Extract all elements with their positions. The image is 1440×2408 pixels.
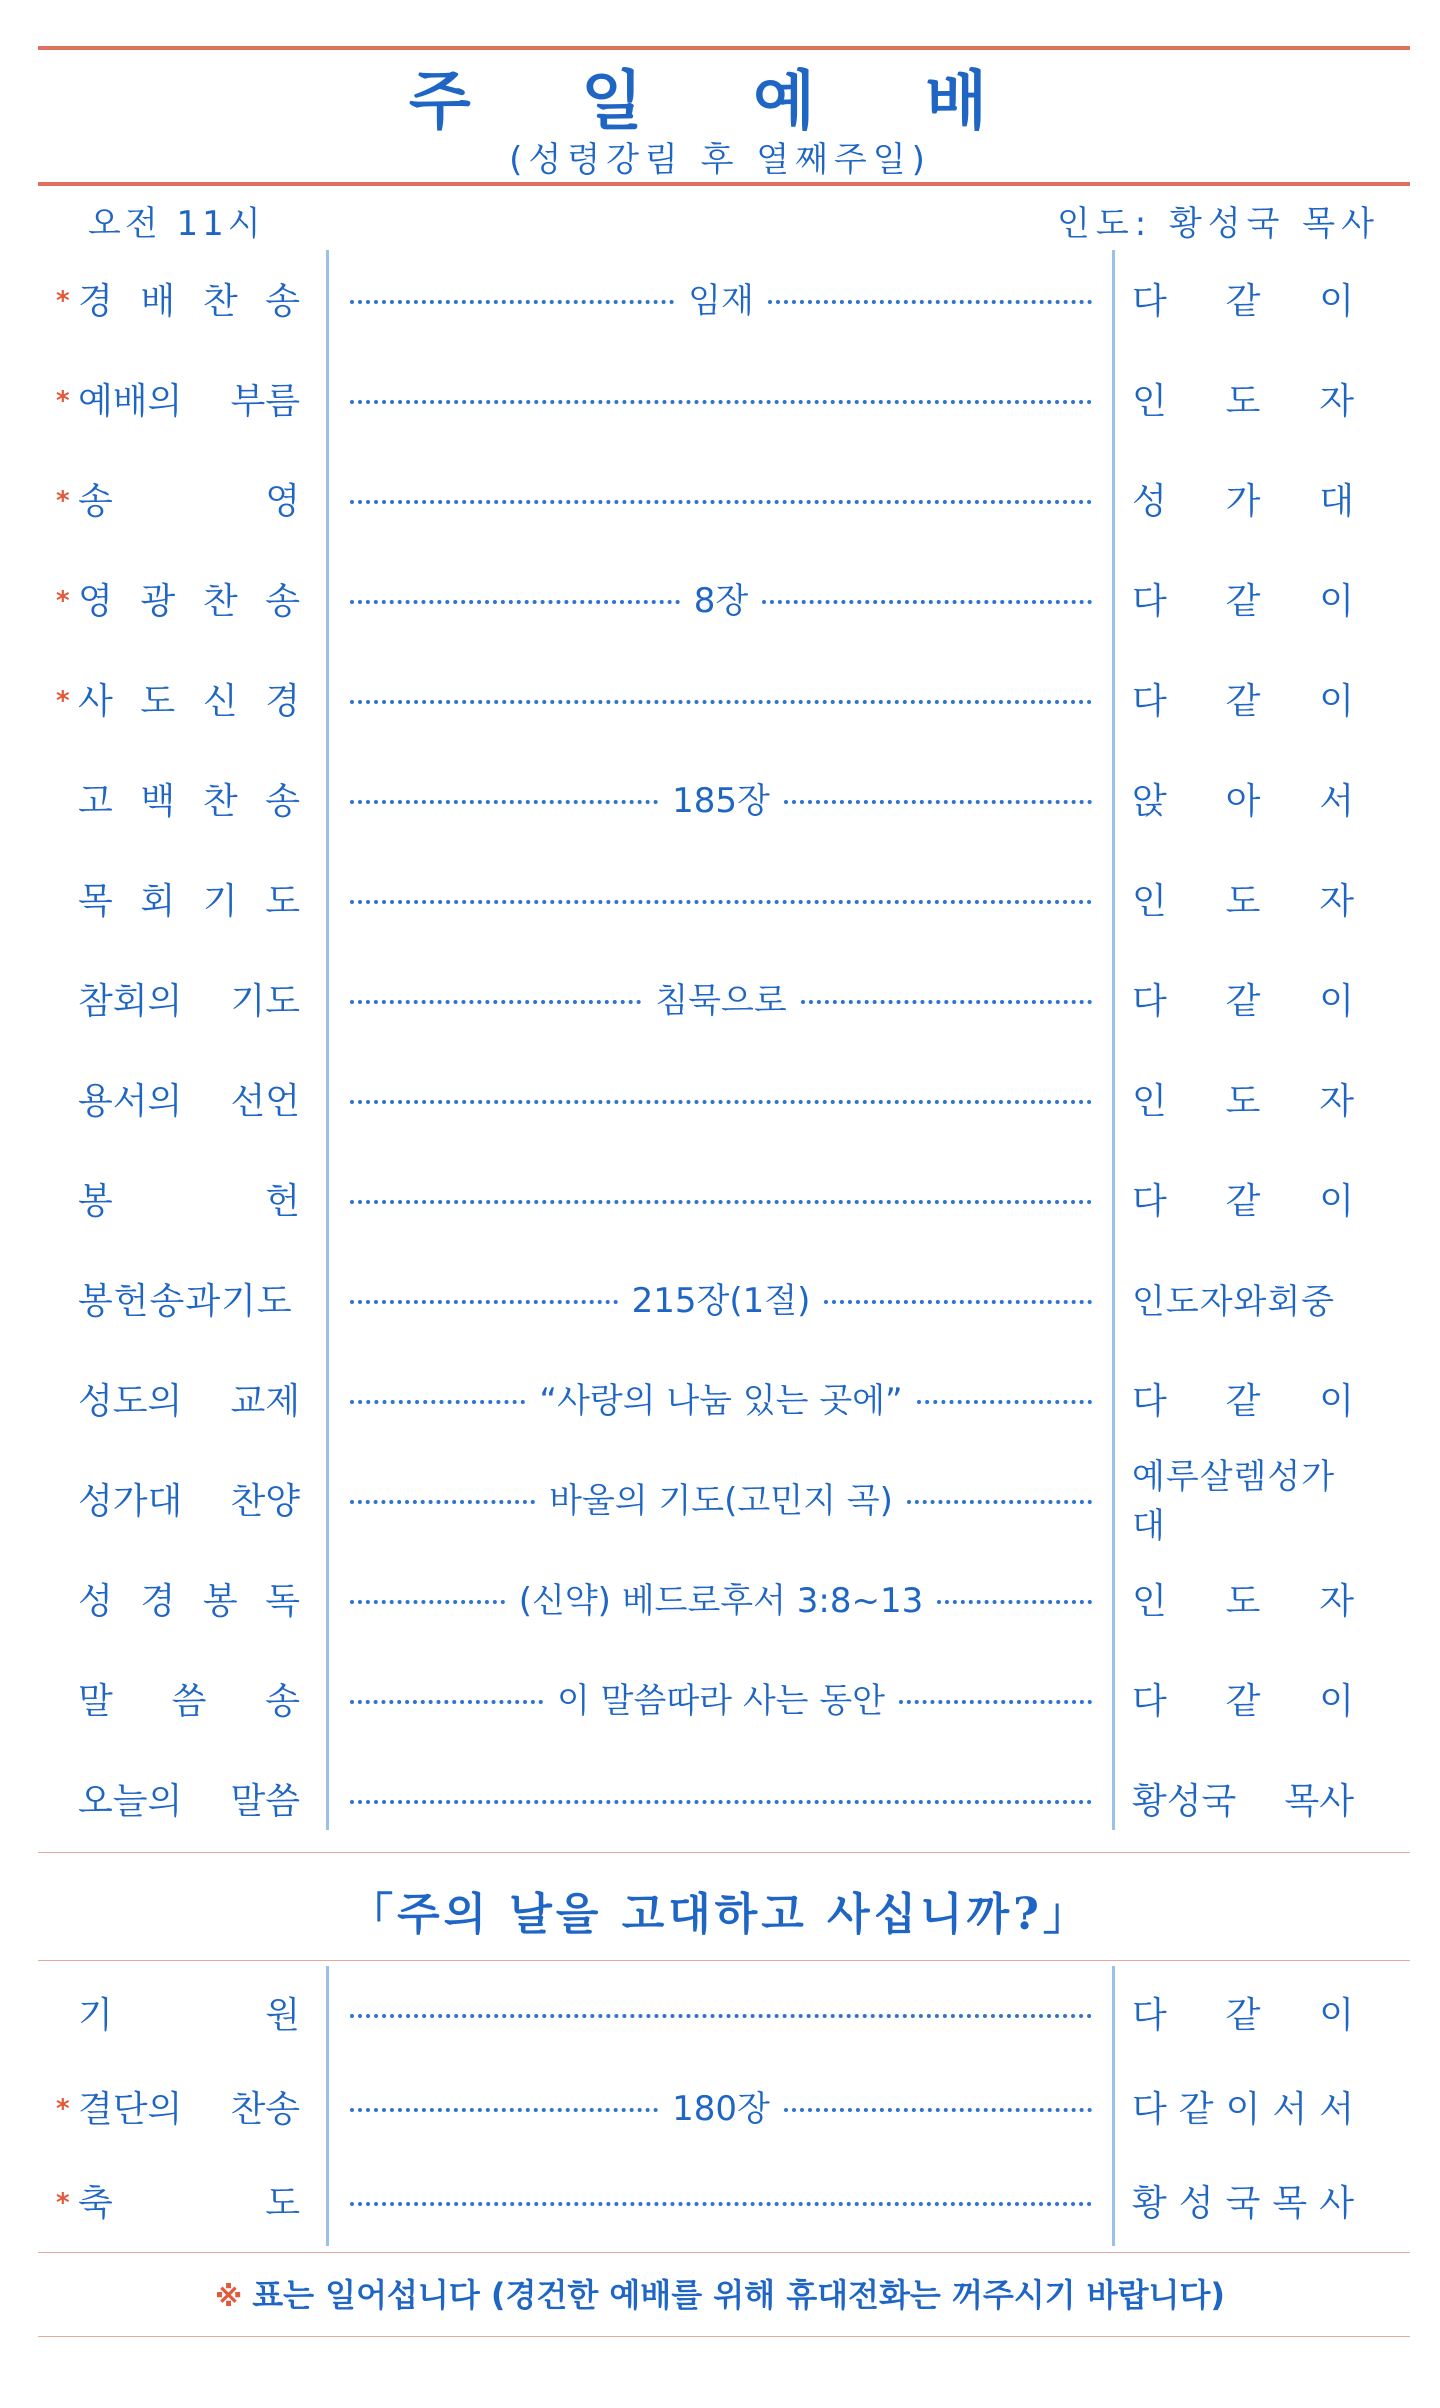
- item-name: [78, 2084, 300, 2128]
- item-responder-part: 같: [1225, 1680, 1261, 1722]
- dot-leader: [937, 1600, 1092, 1604]
- item-name-part: 오늘의: [78, 1780, 183, 1822]
- item-name-part: 경: [78, 280, 113, 322]
- item-detail: [350, 1572, 1092, 1622]
- item-name-part: 찬: [202, 780, 238, 822]
- item-responder-part: 같: [1225, 1380, 1261, 1422]
- item-responder-part: 앉: [1132, 780, 1167, 822]
- footer-note: [0, 2270, 1440, 2316]
- item-name-part: 봉: [202, 1580, 238, 1622]
- dot-leader: [917, 1400, 1092, 1404]
- item-detail-text: (신약) 베드로후서 3:8~13: [518, 1580, 924, 1621]
- dot-leader: [350, 300, 674, 304]
- item-responder-part: 인: [1132, 380, 1167, 422]
- item-name-part: 사: [78, 680, 113, 722]
- item-responder-part: 다: [1132, 1180, 1167, 1222]
- item-responder-part: 다: [1132, 980, 1167, 1022]
- dot-leader: [784, 2108, 1092, 2112]
- item-responder-part: 다: [1132, 580, 1167, 622]
- item-name-part: 회: [140, 880, 176, 922]
- item-responder-part: 이: [1319, 280, 1354, 322]
- footer-text: 표는 일어섭니다 (경건한 예배를 위해 휴대전화는 꺼주시기 바랍니다): [252, 2276, 1225, 2314]
- item-responder-part: 다: [1132, 280, 1167, 322]
- dot-leader: [350, 2014, 1092, 2018]
- worship-item: [0, 252, 1440, 352]
- item-responder-part: 황: [1132, 2182, 1167, 2224]
- worship-item: [0, 1452, 1440, 1552]
- item-name-part: 경: [140, 1580, 176, 1622]
- dot-leader: [350, 1700, 543, 1704]
- item-detail: [350, 772, 1092, 822]
- item-responder-part: 같: [1225, 580, 1261, 622]
- item-responder-part: 인: [1132, 880, 1167, 922]
- item-responder-part: 이: [1319, 1994, 1354, 2036]
- item-responder: [1132, 1457, 1354, 1546]
- item-name-part: 영: [265, 480, 300, 522]
- item-responder-part: 인: [1132, 1080, 1167, 1122]
- standing-star-icon: *: [56, 386, 70, 416]
- dot-leader: [350, 500, 1092, 504]
- item-detail-text: 185장: [672, 780, 770, 821]
- item-responder: [1132, 1376, 1354, 1420]
- sermon-question: 「주의 날을 고대하고 사십니까?」: [349, 1889, 1091, 1940]
- question-top-rule: [38, 1852, 1410, 1853]
- item-responder-part: 같: [1225, 680, 1261, 722]
- item-responder-part: 가: [1225, 480, 1261, 522]
- item-detail: [350, 572, 1092, 622]
- dot-leader: [350, 900, 1092, 904]
- item-name-part: 송: [265, 580, 300, 622]
- item-responder: [1132, 2178, 1354, 2222]
- item-detail-text: 침묵으로: [655, 980, 787, 1021]
- page-subtitle: (성령강림 후 열째주일): [509, 140, 931, 180]
- item-responder: [1132, 1676, 1354, 1720]
- item-responder: [1132, 876, 1354, 920]
- service-leader: 인도: 황성국 목사: [1057, 204, 1380, 244]
- item-responder-part: 예루살렘성가대: [1132, 1457, 1336, 1546]
- item-detail: [350, 972, 1092, 1022]
- question-bottom-rule: [38, 1960, 1410, 1961]
- item-name-part: 목: [78, 880, 113, 922]
- dot-leader: [350, 1600, 505, 1604]
- item-responder-part: 목사: [1284, 1780, 1354, 1822]
- item-name-part: 광: [140, 580, 176, 622]
- item-responder-part: 성: [1178, 2182, 1214, 2224]
- item-responder: [1132, 1276, 1354, 1320]
- item-responder: [1132, 376, 1354, 420]
- item-detail-text: 180장: [672, 2088, 770, 2129]
- dot-leader: [784, 800, 1092, 804]
- item-responder: [1132, 1076, 1354, 1120]
- item-responder-part: 이: [1225, 2088, 1261, 2130]
- worship-item: [0, 1352, 1440, 1452]
- page-title: 주 일 예 배: [408, 65, 1032, 139]
- dot-leader: [350, 1100, 1092, 1104]
- item-name: [78, 676, 300, 720]
- worship-item: [0, 1252, 1440, 1352]
- item-responder-part: 아: [1225, 780, 1261, 822]
- item-detail: [350, 372, 1092, 422]
- item-name-part: 고: [78, 780, 113, 822]
- item-responder: [1132, 776, 1354, 820]
- worship-item: [0, 852, 1440, 952]
- item-name-part: 부름: [230, 380, 300, 422]
- item-detail: [350, 2174, 1092, 2224]
- item-responder-part: 다: [1132, 1380, 1167, 1422]
- item-detail-text: “사랑의 나눔 있는 곳에”: [539, 1380, 903, 1421]
- worship-item: [0, 1652, 1440, 1752]
- item-responder: [1132, 976, 1354, 1020]
- item-name-part: 신: [202, 680, 238, 722]
- dot-leader: [350, 1800, 1092, 1804]
- item-responder-part: 같: [1225, 280, 1261, 322]
- item-responder-part: 국: [1225, 2182, 1261, 2224]
- item-name-part: 송: [265, 780, 300, 822]
- item-name: [78, 1776, 300, 1820]
- item-responder-part: 이: [1319, 680, 1354, 722]
- item-name-part: 송: [78, 480, 113, 522]
- item-responder-part: 서: [1319, 2088, 1354, 2130]
- item-name-part: 찬양: [230, 1480, 300, 1522]
- item-name-part: 기: [202, 880, 238, 922]
- item-detail: [350, 1672, 1092, 1722]
- dot-leader: [350, 2202, 1092, 2206]
- dot-leader: [350, 1300, 618, 1304]
- item-name: [78, 1990, 300, 2034]
- item-name: [78, 476, 300, 520]
- item-name-part: 찬: [202, 580, 238, 622]
- dot-leader: [350, 1200, 1092, 1204]
- item-detail-text: 8장: [693, 580, 749, 621]
- item-responder: [1132, 1176, 1354, 1220]
- standing-star-icon: *: [56, 486, 70, 516]
- item-responder-part: 다: [1132, 1680, 1167, 1722]
- item-name: [78, 776, 300, 820]
- item-responder-part: 자: [1319, 880, 1354, 922]
- item-detail: [350, 1272, 1092, 1322]
- worship-item: [0, 552, 1440, 652]
- item-responder-part: 이: [1319, 980, 1354, 1022]
- item-name-part: 결단의: [78, 2088, 183, 2130]
- item-detail-text: 바울의 기도(고민지 곡): [549, 1480, 893, 1521]
- item-name: [78, 1376, 300, 1420]
- item-detail: [350, 872, 1092, 922]
- standing-star-icon: *: [56, 2094, 70, 2124]
- item-responder-part: 이: [1319, 1380, 1354, 1422]
- dot-leader: [824, 1300, 1092, 1304]
- item-responder-part: 도: [1225, 1080, 1261, 1122]
- item-name-part: 기도: [230, 980, 300, 1022]
- item-responder-part: 이: [1319, 1680, 1354, 1722]
- item-name: [78, 1576, 300, 1620]
- dot-leader: [762, 600, 1092, 604]
- item-responder-part: 성: [1132, 480, 1167, 522]
- item-responder-part: 이: [1319, 1180, 1354, 1222]
- item-responder-part: 같: [1178, 2088, 1214, 2130]
- item-name-part: 용서의: [78, 1080, 183, 1122]
- dot-leader: [350, 800, 658, 804]
- item-responder: [1132, 476, 1354, 520]
- dot-leader: [350, 700, 1092, 704]
- item-name-part: 찬: [202, 280, 238, 322]
- dot-leader: [350, 1000, 641, 1004]
- item-detail: [350, 272, 1092, 322]
- item-responder-part: 서: [1319, 780, 1354, 822]
- worship-item: [0, 1752, 1440, 1852]
- worship-item: [0, 1052, 1440, 1152]
- item-responder: [1132, 576, 1354, 620]
- item-name-part: 씀: [171, 1680, 207, 1722]
- item-detail: [350, 1172, 1092, 1222]
- worship-item: [0, 952, 1440, 1052]
- standing-star-icon: *: [56, 286, 70, 316]
- item-responder-part: 도: [1225, 880, 1261, 922]
- item-name-part: 원: [265, 1994, 300, 2036]
- item-name-part: 예배의: [78, 380, 183, 422]
- item-name-part: 도: [140, 680, 176, 722]
- item-name: [78, 876, 300, 920]
- item-detail-text: 이 말씀따라 사는 동안: [556, 1680, 886, 1721]
- item-name-part: 기: [78, 1994, 113, 2036]
- worship-item: [0, 652, 1440, 752]
- worship-item: [0, 1552, 1440, 1652]
- item-name: [78, 1476, 300, 1520]
- worship-item: [0, 1152, 1440, 1252]
- item-name-part: 봉: [78, 1180, 113, 1222]
- item-responder-part: 서: [1272, 2088, 1308, 2130]
- item-detail-text: 215장(1절): [631, 1280, 811, 1321]
- item-responder-part: 같: [1225, 1180, 1261, 1222]
- item-responder-part: 황성국: [1132, 1780, 1237, 1822]
- item-name: [78, 576, 300, 620]
- standing-star-icon: *: [56, 2188, 70, 2218]
- item-responder-part: 같: [1225, 980, 1261, 1022]
- worship-item: [0, 1966, 1440, 2066]
- dot-leader: [350, 600, 680, 604]
- item-responder-part: 이: [1319, 580, 1354, 622]
- item-responder-part: 인: [1132, 1580, 1167, 1622]
- item-responder-part: 자: [1319, 1080, 1354, 1122]
- item-detail: [350, 672, 1092, 722]
- item-name: [78, 2178, 300, 2222]
- item-detail: [350, 1986, 1092, 2036]
- dot-leader: [801, 1000, 1092, 1004]
- item-responder: [1132, 1990, 1354, 2034]
- worship-item: [0, 452, 1440, 552]
- item-name-part: 성: [78, 1580, 113, 1622]
- item-name-part: 송: [265, 1680, 300, 1722]
- item-responder-part: 자: [1319, 1580, 1354, 1622]
- item-responder-part: 다: [1132, 680, 1167, 722]
- item-name-part: 성도의: [78, 1380, 183, 1422]
- item-detail: [350, 1372, 1092, 1422]
- dot-leader: [768, 300, 1092, 304]
- item-name: [78, 1276, 300, 1320]
- item-name-part: 말: [78, 1680, 113, 1722]
- item-responder-part: 목: [1272, 2182, 1308, 2224]
- item-responder-part: 도: [1225, 1580, 1261, 1622]
- item-detail: [350, 2080, 1092, 2130]
- dot-leader: [899, 1700, 1092, 1704]
- item-name-part: 축: [78, 2182, 113, 2224]
- item-responder-part: 인도자와회중: [1132, 1281, 1336, 1322]
- item-responder-part: 대: [1319, 480, 1354, 522]
- dot-leader: [350, 2108, 658, 2112]
- item-name-part: 성가대: [78, 1480, 183, 1522]
- item-name: [78, 1676, 300, 1720]
- footer-top-rule: [38, 2252, 1410, 2253]
- item-name: [78, 276, 300, 320]
- dot-leader: [350, 1400, 525, 1404]
- item-name-part: 봉헌송과기도: [78, 1280, 293, 1322]
- standing-star-icon: *: [56, 586, 70, 616]
- item-name: [78, 1176, 300, 1220]
- service-time: 오전 11시: [88, 204, 265, 244]
- item-name-part: 독: [265, 1580, 300, 1622]
- item-name-part: 선언: [230, 1080, 300, 1122]
- item-name: [78, 1076, 300, 1120]
- standing-mark-icon: ※: [214, 2280, 243, 2313]
- item-detail: [350, 1072, 1092, 1122]
- item-responder-part: 다: [1132, 1994, 1167, 2036]
- header-rule: [38, 182, 1410, 186]
- item-name: [78, 376, 300, 420]
- dot-leader: [907, 1500, 1092, 1504]
- item-name-part: 참회의: [78, 980, 183, 1022]
- bottom-rule: [38, 2336, 1410, 2337]
- item-name-part: 백: [140, 780, 176, 822]
- item-responder: [1132, 276, 1354, 320]
- item-responder: [1132, 1576, 1354, 1620]
- item-responder-part: 자: [1319, 380, 1354, 422]
- item-responder-part: 사: [1319, 2182, 1354, 2224]
- item-responder-part: 같: [1225, 1994, 1261, 2036]
- worship-item: [0, 2154, 1440, 2254]
- item-responder-part: 도: [1225, 380, 1261, 422]
- item-name-part: 교제: [230, 1380, 300, 1422]
- item-name: [78, 976, 300, 1020]
- item-detail: [350, 472, 1092, 522]
- item-name-part: 찬송: [230, 2088, 300, 2130]
- item-name-part: 헌: [265, 1180, 300, 1222]
- item-name-part: 말씀: [230, 1780, 300, 1822]
- worship-item: [0, 352, 1440, 452]
- item-name-part: 영: [78, 580, 113, 622]
- item-name-part: 경: [265, 680, 300, 722]
- item-detail: [350, 1772, 1092, 1822]
- item-responder-part: 다: [1132, 2088, 1167, 2130]
- item-responder: [1132, 2084, 1354, 2128]
- worship-item: [0, 752, 1440, 852]
- item-name-part: 도: [265, 2182, 300, 2224]
- item-name-part: 송: [265, 280, 300, 322]
- item-responder: [1132, 1776, 1354, 1820]
- dot-leader: [350, 400, 1092, 404]
- item-responder: [1132, 676, 1354, 720]
- worship-item: [0, 2060, 1440, 2160]
- item-name-part: 도: [265, 880, 300, 922]
- item-detail-text: 임재: [688, 280, 754, 321]
- standing-star-icon: *: [56, 686, 70, 716]
- item-detail: [350, 1472, 1092, 1522]
- dot-leader: [350, 1500, 535, 1504]
- item-name-part: 배: [140, 280, 176, 322]
